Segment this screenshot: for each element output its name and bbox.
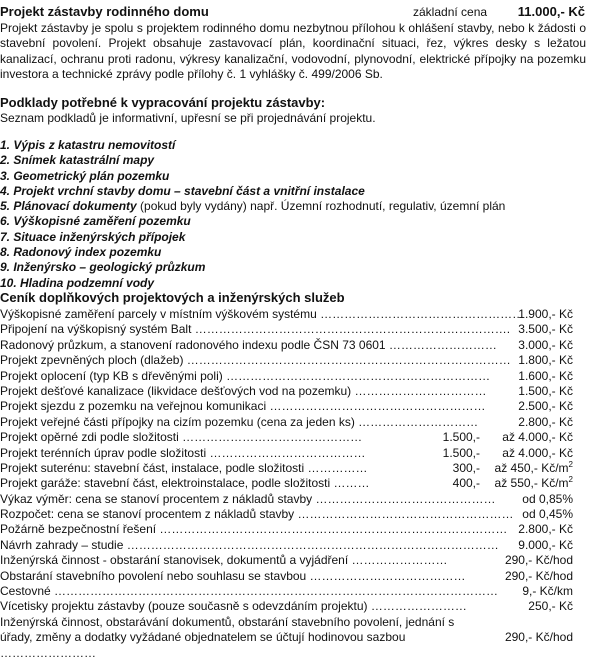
price-value: 9,- Kč/km bbox=[522, 584, 573, 599]
price-value: 3.500,- Kč bbox=[518, 322, 573, 337]
service-label: Cestovné ………………………………………………………………………………………………… bbox=[0, 584, 499, 599]
cenik-heading: Ceník doplňkových projektových a inženýrských služeb bbox=[0, 290, 345, 305]
price-value bbox=[495, 476, 573, 491]
service-label: Výkaz výměr: cena se stanoví procentem z nákladů stavby ……………………………………… bbox=[0, 491, 496, 506]
list-item bbox=[0, 276, 505, 291]
table-row bbox=[0, 614, 590, 660]
table-row bbox=[0, 584, 590, 599]
list-item bbox=[0, 245, 505, 260]
table-row bbox=[0, 369, 590, 384]
podklady-heading: Podklady potřebné k vypracování projektu zástavby: bbox=[0, 95, 326, 110]
list-item bbox=[0, 184, 505, 199]
list-item-title: 1. Výpis z katastru nemovitostí bbox=[0, 138, 176, 152]
list-item-title: 9. Inženýrsko – geologický průzkum bbox=[0, 260, 206, 275]
base-price-value: 11.000,- Kč bbox=[517, 4, 585, 19]
service-label: Projekt zpevněných ploch (dlažeb) ……………………………………………………………………… bbox=[0, 353, 511, 368]
price-value-text: až 450,- Kč/m bbox=[494, 460, 569, 475]
price-value: 290,- Kč/hod bbox=[504, 553, 573, 568]
price-value: 2.800,- Kč bbox=[518, 414, 573, 429]
price-value: od 0,45% bbox=[522, 507, 573, 522]
intro-paragraph bbox=[0, 21, 586, 83]
price-value: 1.600,- Kč bbox=[518, 368, 573, 383]
header-row bbox=[0, 4, 601, 20]
podklady-list bbox=[0, 138, 505, 291]
list-item-title: 5. Plánovací dokumenty bbox=[0, 199, 137, 214]
list-item bbox=[0, 260, 505, 275]
service-label: Vícetisky projektu zástavby (pouze současně s odevzdáním projektu) …………………… bbox=[0, 599, 467, 614]
table-row bbox=[0, 507, 590, 522]
price-value: až 4.000,- Kč bbox=[502, 430, 573, 445]
list-item-note: (pokud byly vydány) např. Územní rozhodnutí, regulativ, územní plán bbox=[136, 199, 506, 214]
table-row bbox=[0, 522, 590, 537]
service-label: Projekt veřejné části přípojky na cizím pozemku (cena za jeden ks) ………………………… bbox=[0, 414, 479, 429]
table-row bbox=[0, 430, 590, 445]
page-title: Projekt zástavby rodinného domu bbox=[0, 4, 209, 19]
service-label: Rozpočet: cena se stanoví procentem z nákladů stavby ……………………………………………… bbox=[0, 507, 514, 522]
list-item-title: 6. Výškopisné zaměření pozemku bbox=[0, 214, 191, 229]
service-label: Projekt suterénu: stavební část, instalace, podle složitosti …………… bbox=[0, 460, 368, 475]
service-label: Výškopisné zaměření parcely v místním výškovém systému …………………………………………… bbox=[0, 307, 525, 321]
service-label: Připojení na výškopisný systém Balt ……………………………………………………………………. bbox=[0, 322, 511, 337]
price-value-text: až 550,- Kč/m bbox=[494, 476, 569, 491]
price-value: od 0,85% bbox=[522, 491, 573, 506]
table-row bbox=[0, 399, 590, 414]
service-label: Inženýrská činnost, obstarávání dokumentů, obstarání stavebního povolení, jednání s úřady, změny a dodatky vyžádané objednatelem se účtují hodinovou sazbou …………………… bbox=[0, 614, 455, 660]
list-item-title: 8. Radonový index pozemku bbox=[0, 245, 162, 260]
table-row bbox=[0, 338, 590, 353]
table-row bbox=[0, 384, 590, 399]
list-item-title: 4. Projekt vrchní stavby domu – stavební část a vnitřní instalace bbox=[0, 183, 365, 198]
list-item bbox=[0, 230, 505, 245]
list-item-title: 2. Snímek katastrální mapy bbox=[0, 153, 155, 168]
price-from: 1.500,- bbox=[442, 430, 480, 445]
service-label: Projekt oplocení (typ KB s dřevěnými poli) ………………………………………………………… bbox=[0, 368, 491, 383]
service-label: Návrh zahrady – studie ………………………………………………………………………………… bbox=[0, 537, 499, 552]
table-row bbox=[0, 476, 590, 491]
service-label: Projekt sjezdu z pozemku na veřejnou komunikaci ……………………………………………… bbox=[0, 399, 486, 414]
price-value: 1.500,- Kč bbox=[518, 383, 573, 398]
price-value: 2.800,- Kč bbox=[518, 522, 573, 537]
price-value: 1.900,- Kč bbox=[518, 307, 573, 321]
service-label: Projekt dešťové kanalizace (likvidace dešťových vod na pozemku) …………………………… bbox=[0, 383, 487, 398]
list-item bbox=[0, 153, 505, 168]
price-value bbox=[495, 461, 573, 476]
price-value: 290,- Kč/hod bbox=[504, 630, 573, 645]
list-item bbox=[0, 199, 505, 214]
unit-exponent: 2 bbox=[568, 459, 573, 469]
service-label: Obstarání stavebního povolení nebo souhlasu se stavbou ………………………………… bbox=[0, 568, 466, 583]
list-item-title: 10. Hladina podzemní vody bbox=[0, 275, 155, 290]
table-row bbox=[0, 322, 590, 337]
price-value: 250,- Kč bbox=[528, 599, 573, 614]
list-item-title: 3. Geometrický plán pozemku bbox=[0, 168, 170, 183]
table-row bbox=[0, 415, 590, 430]
service-label: Projekt garáže: stavební část, elektroinstalace, podle složitosti ……… bbox=[0, 476, 370, 491]
table-row bbox=[0, 492, 590, 507]
price-from: 400,- bbox=[452, 476, 480, 491]
unit-exponent: 2 bbox=[568, 475, 573, 485]
price-value: 9.000,- Kč bbox=[518, 537, 573, 552]
price-value: 2.500,- Kč bbox=[518, 399, 573, 414]
podklady-subtitle: Seznam podkladů je informativní, upřesní se při projednávání projektu. bbox=[0, 111, 376, 125]
table-row bbox=[0, 538, 590, 553]
price-value: 290,- Kč/hod bbox=[504, 568, 573, 583]
table-row bbox=[0, 553, 590, 568]
list-item bbox=[0, 138, 505, 153]
price-value: 3.000,- Kč bbox=[518, 337, 573, 352]
table-row bbox=[0, 307, 590, 322]
service-label: Požárně bezpečnostní řešení …………………………………………………………………………… bbox=[0, 522, 508, 537]
table-row bbox=[0, 461, 590, 476]
table-row bbox=[0, 569, 590, 584]
intro-text: Projekt zástavby je spolu s projektem rodinného domu nezbytnou přílohou k ohlášení stavby, nebo k žádosti o stavební povolení. Projekt obsahuje zastavovací plán, koordinační situaci, řez, výkres desky s ležatou kanalizací, ochranu proti radonu, výkresy kanalizační, vodovodní, plynovodní, elektrické přípojky na pozemku investora a technické zprávy podle přílohy č. 1 vyhlášky č. 499/2006 Sb. bbox=[0, 21, 586, 82]
list-item-title: 7. Situace inženýrských přípojek bbox=[0, 229, 186, 244]
table-row bbox=[0, 353, 590, 368]
price-table bbox=[0, 307, 590, 660]
price-from: 1.500,- bbox=[442, 445, 480, 460]
price-value: až 4.000,- Kč bbox=[502, 445, 573, 460]
list-item bbox=[0, 169, 505, 184]
service-label: Projekt terénních úprav podle složitosti ………………………………… bbox=[0, 445, 366, 460]
table-row bbox=[0, 599, 590, 614]
service-label: Inženýrská činnost - obstarání stanovisek, dokumentů a vyjádření …………………… bbox=[0, 553, 448, 568]
price-value: 1.800,- Kč bbox=[518, 353, 573, 368]
price-from: 300,- bbox=[452, 460, 480, 475]
service-label: Projekt opěrné zdi podle složitosti ……………………………………… bbox=[0, 430, 363, 445]
table-row bbox=[0, 446, 590, 461]
list-item bbox=[0, 214, 505, 229]
service-label: Radonový průzkum, a stanovení radonového indexu podle ČSN 73 0601 ……………………… bbox=[0, 337, 497, 352]
base-price-label: základní cena bbox=[413, 5, 488, 19]
